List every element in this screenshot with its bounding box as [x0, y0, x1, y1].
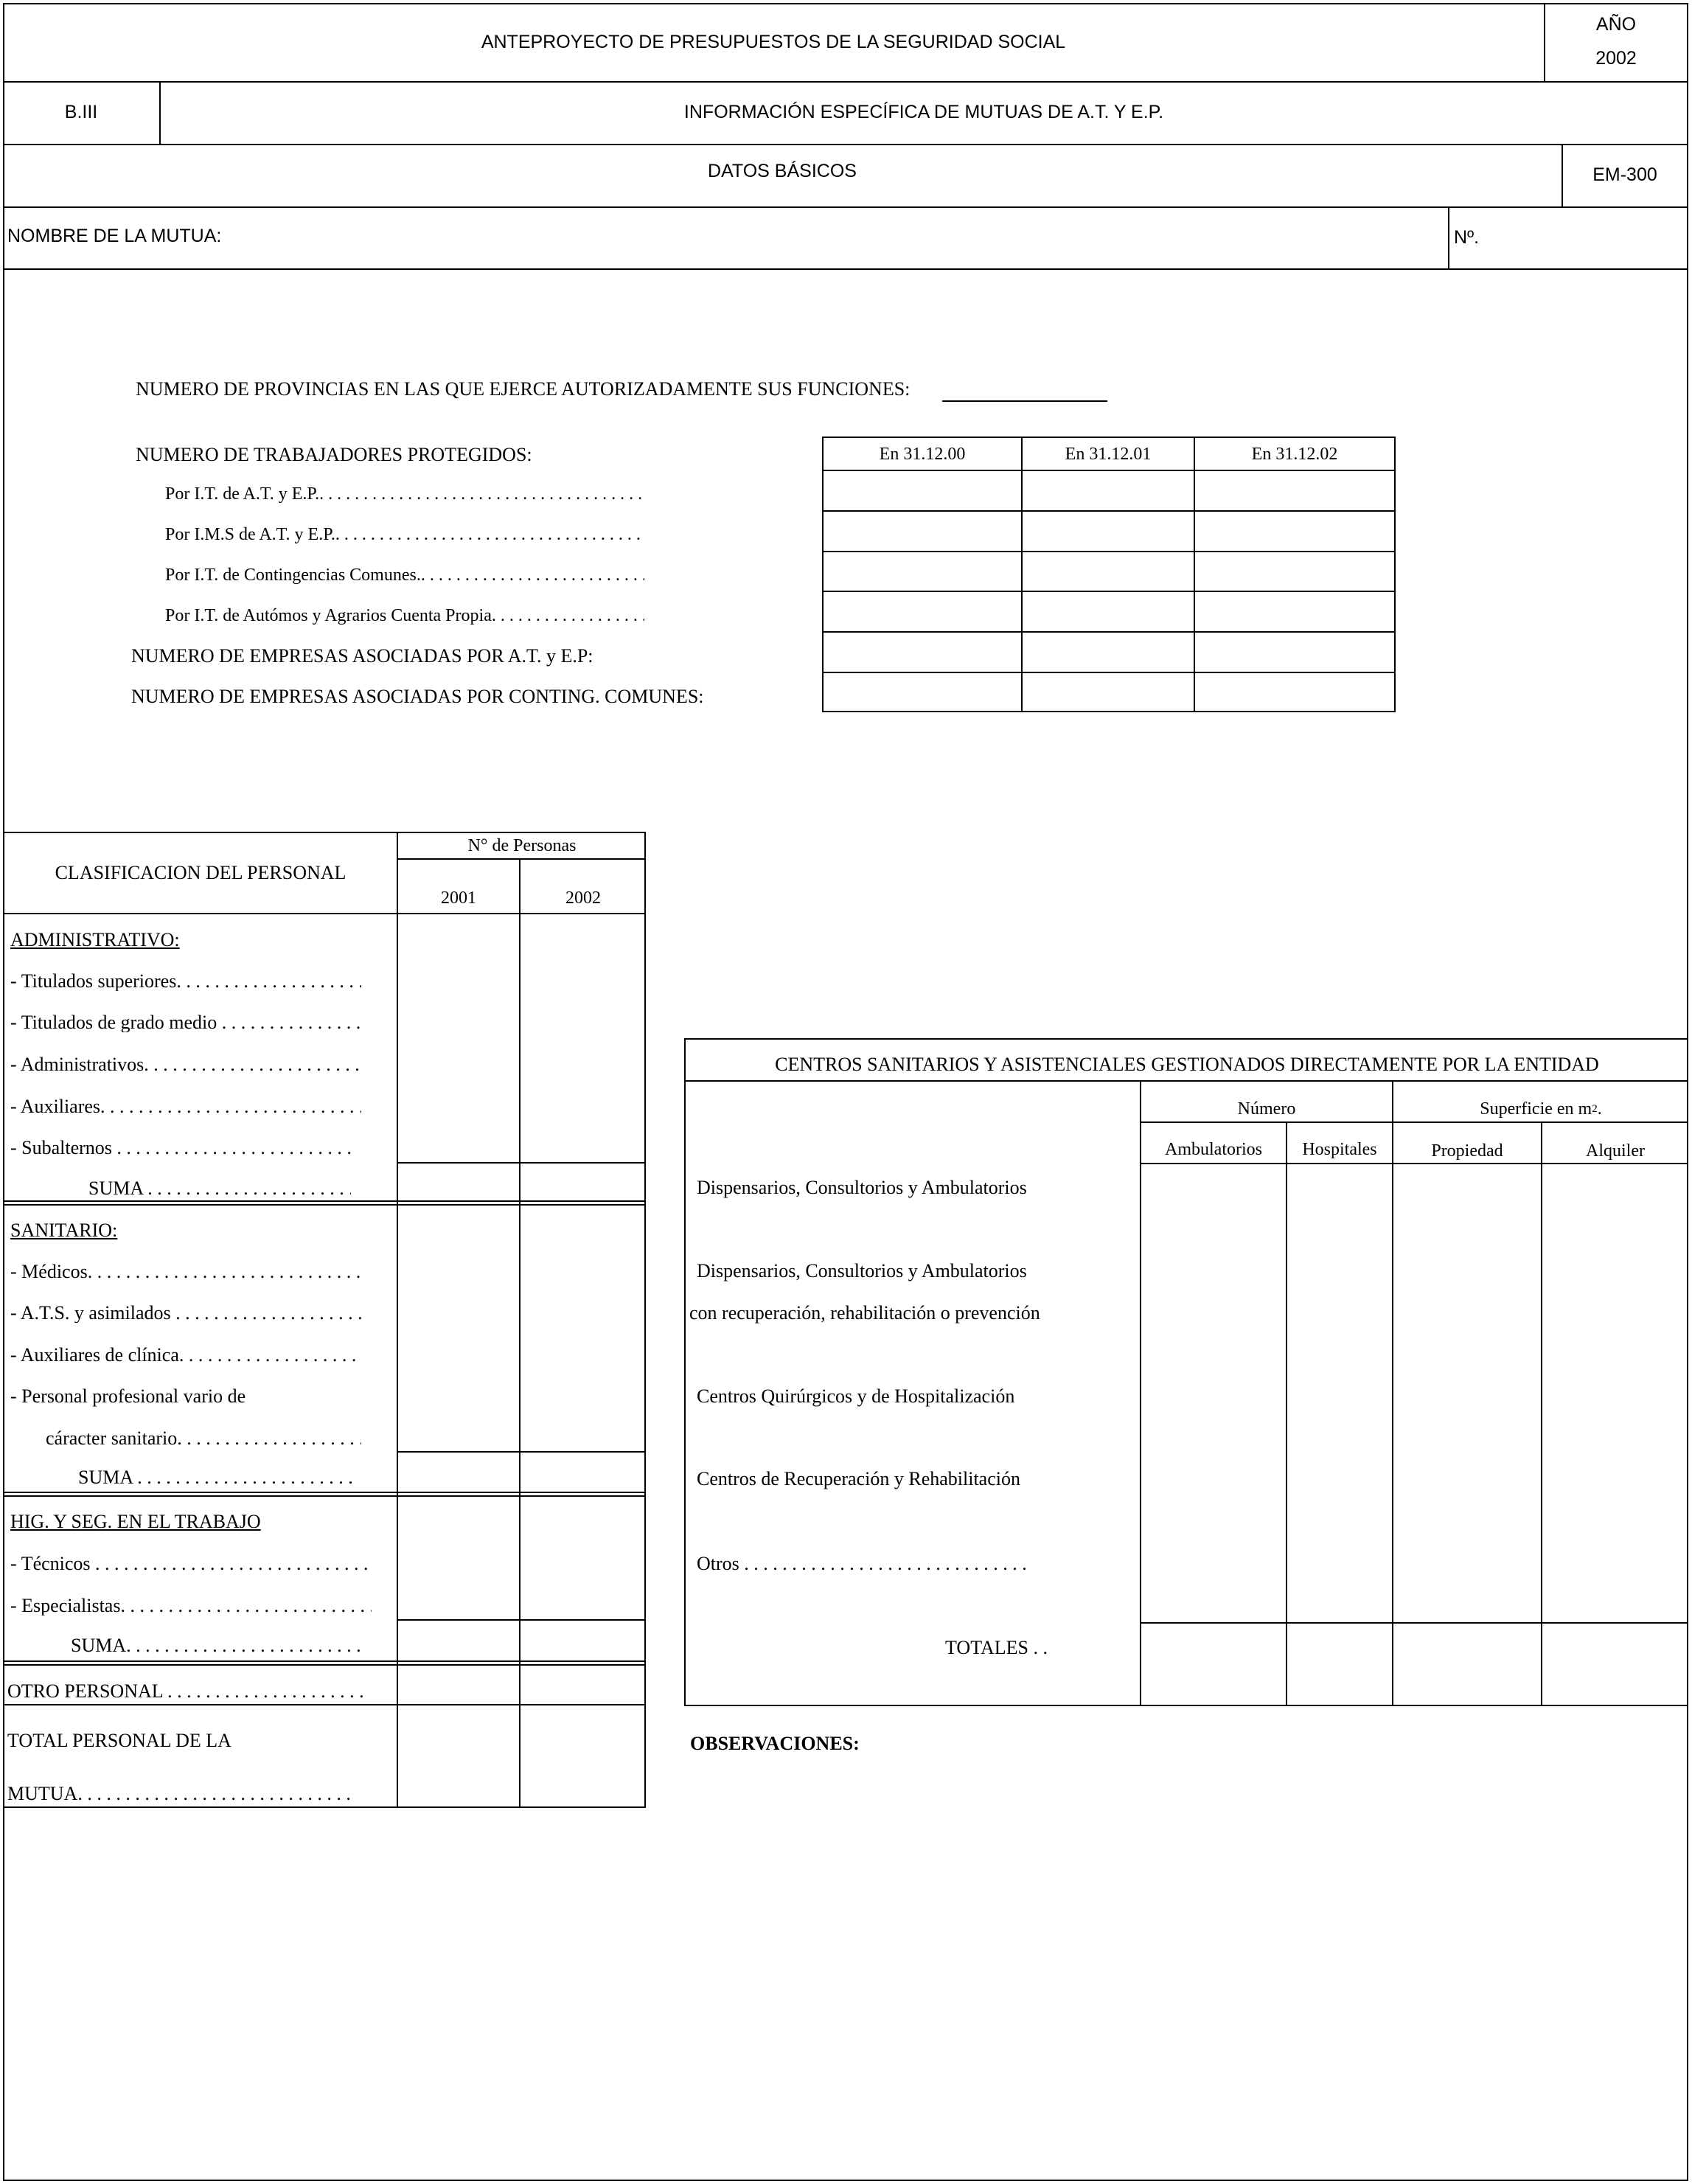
- form-code: EM-300: [1592, 164, 1657, 185]
- centros-total-hospitales[interactable]: [1287, 1624, 1392, 1705]
- workers-input-cell[interactable]: [824, 592, 1021, 631]
- personnel-group-header: N° de Personas: [467, 836, 577, 855]
- admin-heading: ADMINISTRATIVO:: [10, 929, 180, 950]
- personnel-input-2001[interactable]: [398, 1497, 519, 1619]
- workers-input-cell[interactable]: [1195, 471, 1394, 510]
- personnel-sum-2002[interactable]: [521, 1621, 646, 1660]
- admin-sum-label: SUMA . . .: [88, 1179, 351, 1198]
- workers-input-cell[interactable]: [1023, 552, 1194, 591]
- year-label: AÑO: [1595, 13, 1637, 35]
- personnel-input-2002[interactable]: [521, 1497, 646, 1619]
- centros-total-alquiler[interactable]: [1542, 1624, 1687, 1705]
- subtitle: DATOS BÁSICOS: [708, 161, 857, 181]
- table-double-divider: [3, 1200, 646, 1202]
- personnel-item: cáracter sanitario. . . .: [46, 1429, 361, 1448]
- table-divider: [684, 1080, 1688, 1082]
- section-title: INFORMACIÓN ESPECÍFICA DE MUTUAS DE A.T. Y E.P.: [683, 102, 1164, 122]
- form-title: ANTEPROYECTO DE PRESUPUESTOS DE LA SEGURIDAD SOCIAL: [481, 31, 1066, 52]
- observations-label: OBSERVACIONES:: [690, 1733, 860, 1754]
- personnel-input-2001[interactable]: [398, 914, 519, 1162]
- personnel-input-2001[interactable]: [398, 1206, 519, 1451]
- total-personal-label: TOTAL PERSONAL DE LA: [7, 1730, 231, 1751]
- centros-input-hospitales[interactable]: [1287, 1164, 1392, 1622]
- personnel-sum-2002[interactable]: [521, 1453, 646, 1492]
- mutua-name-label: NOMBRE DE LA MUTUA:: [7, 226, 222, 246]
- centros-numero-header: Número: [1237, 1099, 1296, 1119]
- provinces-label: NUMERO DE PROVINCIAS EN LAS QUE EJERCE AUTORIZADAMENTE SUS FUNCIONES:: [136, 378, 911, 400]
- workers-col-header: En 31.12.02: [1251, 444, 1338, 464]
- observations-field[interactable]: [686, 1762, 1685, 2175]
- centros-row-label: Centros de Recuperación y Rehabilitación: [697, 1468, 1020, 1489]
- otro-personal-2002[interactable]: [521, 1666, 646, 1704]
- table-double-divider: [3, 1492, 646, 1493]
- personnel-year-header: 2002: [565, 888, 601, 908]
- workers-input-cell[interactable]: [1195, 633, 1394, 672]
- mutua-number-field[interactable]: [1497, 214, 1681, 262]
- workers-input-cell[interactable]: [824, 633, 1021, 672]
- workers-input-cell[interactable]: [1195, 592, 1394, 631]
- personnel-sum-2001[interactable]: [398, 1164, 519, 1200]
- centros-total-propiedad[interactable]: [1393, 1624, 1541, 1705]
- table-double-divider: [3, 1660, 646, 1662]
- workers-row-label: Por I.T. de A.T. y E.P.. . . .: [165, 485, 644, 503]
- sanitario-heading: SANITARIO:: [10, 1220, 118, 1241]
- centros-superficie-header: Superficie en m 2 .: [1480, 1099, 1602, 1119]
- workers-row-label: Por I.T. de Autómos y Agrarios Cuenta Propia. . . .: [165, 607, 644, 625]
- centros-row-label: con recuperación, rehabilitación o prevención: [689, 1302, 1040, 1324]
- workers-input-cell[interactable]: [1195, 552, 1394, 591]
- centros-col-header: Ambulatorios: [1165, 1139, 1262, 1159]
- companies-cc-label: NUMERO DE EMPRESAS ASOCIADAS POR CONTING. COMUNES:: [131, 686, 704, 707]
- sanitario-sum-label: SUMA . . .: [78, 1468, 355, 1487]
- centros-row-label: Dispensarios, Consultorios y Ambulatorios: [697, 1260, 1027, 1281]
- table-divider: [1140, 1121, 1688, 1123]
- personnel-sum-2002[interactable]: [521, 1164, 646, 1200]
- centros-input-alquiler[interactable]: [1542, 1164, 1687, 1622]
- header-divider: [3, 206, 1688, 208]
- workers-input-cell[interactable]: [1023, 512, 1194, 551]
- workers-title: NUMERO DE TRABAJADORES PROTEGIDOS:: [136, 444, 532, 465]
- personnel-item: - Subalternos . . .: [10, 1138, 354, 1158]
- personnel-input-2002[interactable]: [521, 1206, 646, 1451]
- workers-input-cell[interactable]: [824, 673, 1021, 711]
- higiene-sum-label: SUMA. . . .: [71, 1636, 364, 1655]
- workers-input-cell[interactable]: [1023, 592, 1194, 631]
- centros-row-label: Otros . . .: [697, 1554, 1027, 1573]
- workers-input-cell[interactable]: [1195, 673, 1394, 711]
- personnel-sum-2001[interactable]: [398, 1621, 519, 1660]
- workers-input-cell[interactable]: [1023, 633, 1194, 672]
- centros-row-label: Dispensarios, Consultorios y Ambulatorios: [697, 1177, 1027, 1198]
- centros-row-label: Centros Quirúrgicos y de Hospitalización: [697, 1385, 1015, 1407]
- personnel-item: - Médicos. . . .: [10, 1262, 361, 1281]
- table-divider: [397, 858, 646, 860]
- centros-total-ambulatorios[interactable]: [1141, 1624, 1286, 1705]
- companies-at-label: NUMERO DE EMPRESAS ASOCIADAS POR A.T. y E.P:: [131, 645, 593, 667]
- personnel-title: CLASIFICACION DEL PERSONAL: [55, 862, 347, 883]
- mutua-number-label: Nº.: [1454, 227, 1480, 248]
- personnel-sum-2001[interactable]: [398, 1453, 519, 1492]
- workers-input-cell[interactable]: [1023, 673, 1194, 711]
- total-personal-label: MUTUA. . . .: [7, 1784, 354, 1804]
- workers-row-label: Por I.M.S de A.T. y E.P.. . . .: [165, 526, 644, 543]
- personnel-item: - Auxiliares. . . .: [10, 1097, 361, 1116]
- workers-input-cell[interactable]: [1023, 471, 1194, 510]
- workers-row-label: Por I.T. de Contingencias Comunes.. . . .: [165, 566, 644, 584]
- personnel-item: - Auxiliares de clínica. . . .: [10, 1346, 361, 1365]
- centros-col-header: Propiedad: [1431, 1141, 1503, 1161]
- personnel-item: - Personal profesional vario de: [10, 1385, 246, 1407]
- mutua-name-field[interactable]: [295, 214, 1438, 262]
- section-code: B.III: [64, 102, 98, 122]
- personnel-input-2002[interactable]: [521, 914, 646, 1162]
- personnel-year-header: 2001: [441, 888, 476, 908]
- year-value: 2002: [1595, 47, 1637, 69]
- otro-personal-2001[interactable]: [398, 1666, 519, 1704]
- workers-input-cell[interactable]: [824, 471, 1021, 510]
- personnel-item: - Técnicos . . .: [10, 1554, 372, 1573]
- centros-col-header: Hospitales: [1302, 1139, 1377, 1159]
- otro-personal-label: OTRO PERSONAL . . .: [7, 1682, 366, 1701]
- workers-input-cell[interactable]: [1195, 512, 1394, 551]
- personnel-item: - Especialistas. . . .: [10, 1596, 372, 1616]
- provinces-field[interactable]: [942, 400, 1107, 402]
- workers-col-header: En 31.12.01: [1065, 444, 1152, 464]
- personnel-item: - Titulados superiores. . . .: [10, 972, 361, 991]
- centros-title: CENTROS SANITARIOS Y ASISTENCIALES GESTIONADOS DIRECTAMENTE POR LA ENTIDAD: [775, 1053, 1599, 1075]
- workers-input-cell[interactable]: [824, 512, 1021, 551]
- personnel-item: - Administrativos. . . .: [10, 1055, 361, 1074]
- total-personal-2002[interactable]: [521, 1705, 646, 1806]
- workers-col-header: En 31.12.00: [879, 444, 966, 464]
- centros-col-header: Alquiler: [1586, 1141, 1645, 1161]
- number-divider: [1448, 206, 1449, 268]
- header-divider: [3, 268, 1688, 270]
- workers-input-cell[interactable]: [824, 552, 1021, 591]
- higiene-heading: HIG. Y SEG. EN EL TRABAJO: [10, 1511, 261, 1532]
- centros-input-ambulatorios[interactable]: [1141, 1164, 1286, 1622]
- personnel-item: - A.T.S. y asimilados . . .: [10, 1304, 364, 1323]
- personnel-item: - Titulados de grado medio . . .: [10, 1013, 361, 1032]
- centros-totals-label: TOTALES . .: [945, 1637, 1048, 1658]
- total-personal-2001[interactable]: [398, 1705, 519, 1806]
- centros-input-propiedad[interactable]: [1393, 1164, 1541, 1622]
